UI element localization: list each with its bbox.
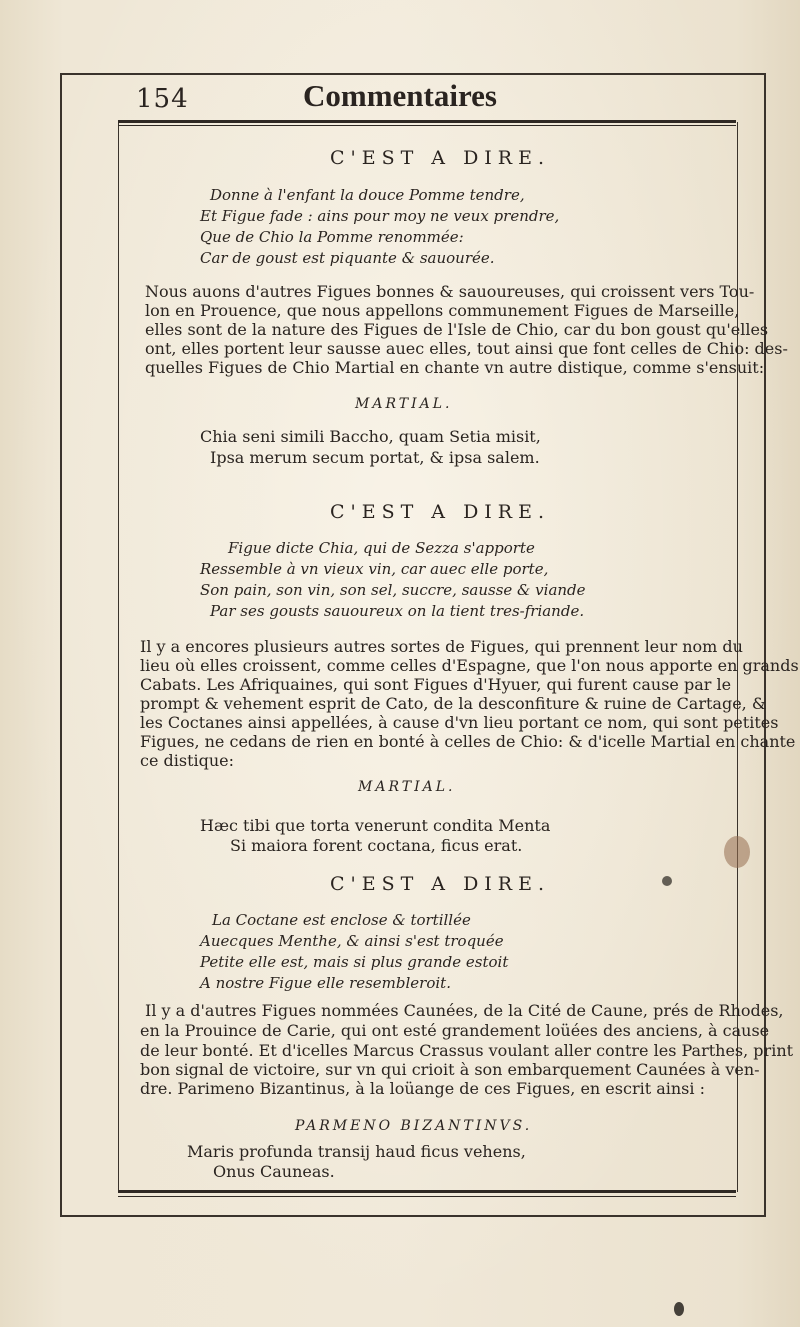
author-heading: MARTIAL.: [358, 779, 456, 795]
latin-line: Maris profunda transij haud ficus vehens,: [187, 1142, 526, 1161]
paragraph-line: Il y a d'autres Figues nommées Caunées, de la Cité de Caune, prés de Rhodes,: [145, 1001, 784, 1020]
section-heading: C'EST A DIRE.: [329, 501, 551, 523]
header-rule: [118, 120, 736, 123]
paragraph-line: ce distique:: [140, 751, 235, 770]
verse-line: Petite elle est, mais si plus grande estoit: [200, 953, 509, 971]
paragraph-line: elles sont de la nature des Figues de l'Isle de Chio, car du bon goust qu'elles: [145, 320, 769, 339]
paragraph-line: Nous auons d'autres Figues bonnes & sauoureuses, qui croissent vers Tou-: [145, 282, 755, 301]
section-heading: C'EST A DIRE.: [329, 873, 551, 895]
paragraph-line: lon en Prouence, que nous appellons communement Figues de Marseille,: [145, 301, 740, 320]
latin-line: Chia seni simili Baccho, quam Setia misit,: [200, 427, 541, 446]
verse-line: Son pain, son vin, son sel, succre, sausse & viande: [200, 581, 586, 599]
footer-rule-thin: [118, 1196, 736, 1197]
verse-line: Que de Chio la Pomme renommée:: [200, 228, 464, 246]
footer-rule: [118, 1190, 736, 1193]
header-rule-thin: [118, 125, 736, 126]
author-heading: MARTIAL.: [355, 396, 453, 412]
verse-line: Figue dicte Chia, qui de Sezza s'apporte: [228, 539, 535, 557]
page-number: 154: [136, 84, 189, 114]
paragraph-line: prompt & vehement esprit de Cato, de la desconfiture & ruine de Cartage, &: [140, 694, 767, 713]
verse-line: Par ses gousts sauoureux on la tient tres-friande.: [210, 602, 585, 620]
paragraph-line: bon signal de victoire, sur vn qui crioit à son embarquement Caunées à ven-: [140, 1060, 760, 1079]
latin-line: Onus Cauneas.: [213, 1162, 335, 1181]
verse-line: Car de goust est piquante & sauourée.: [200, 249, 495, 267]
verse-line: A nostre Figue elle resembleroit.: [200, 974, 451, 992]
paragraph-line: dre. Parimeno Bizantinus, à la loüange de ces Figues, en escrit ainsi :: [140, 1079, 705, 1098]
latin-line: Hæc tibi que torta venerunt condita Menta: [200, 816, 551, 835]
author-heading: PARMENO BIZANTINVS.: [295, 1118, 533, 1134]
paragraph-line: en la Prouince de Carie, qui ont esté grandement loüées des anciens, à cause: [140, 1021, 770, 1040]
ink-spot: [674, 1302, 684, 1316]
paragraph-line: Figues, ne cedans de rien en bonté à celles de Chio: & d'icelle Martial en chante: [140, 732, 796, 751]
paragraph-line: de leur bonté. Et d'icelles Marcus Crassus voulant aller contre les Parthes, print: [140, 1041, 794, 1060]
verse-line: Et Figue fade : ains pour moy ne veux prendre,: [200, 207, 560, 225]
paragraph-line: Cabats. Les Afriquaines, qui sont Figues d'Hyuer, qui furent cause par le: [140, 675, 732, 694]
latin-line: Si maiora forent coctana, ficus erat.: [230, 836, 523, 855]
paragraph-line: les Coctanes ainsi appellées, à cause d'vn lieu portant ce nom, qui sont petites: [140, 713, 779, 732]
section-heading: C'EST A DIRE.: [329, 147, 551, 169]
verse-line: Donne à l'enfant la douce Pomme tendre,: [210, 186, 525, 204]
paragraph-line: Il y a encores plusieurs autres sortes de Figues, qui prennent leur nom du: [140, 637, 743, 656]
ink-spot: [662, 876, 672, 886]
stain-mark: [724, 836, 750, 868]
paragraph-line: ont, elles portent leur sausse auec elles, tout ainsi que font celles de Chio: des-: [145, 339, 788, 358]
running-head: Commentaires: [303, 78, 497, 113]
verse-line: Ressemble à vn vieux vin, car auec elle porte,: [200, 560, 549, 578]
paragraph-line: quelles Figues de Chio Martial en chante vn autre distique, comme s'ensuit:: [145, 358, 765, 377]
verse-line: Auecques Menthe, & ainsi s'est troquée: [200, 932, 504, 950]
verse-line: La Coctane est enclose & tortillée: [212, 911, 471, 929]
paragraph-line: lieu où elles croissent, comme celles d'Espagne, que l'on nous apporte en grands: [140, 656, 799, 675]
latin-line: Ipsa merum secum portat, & ipsa salem.: [210, 448, 540, 467]
